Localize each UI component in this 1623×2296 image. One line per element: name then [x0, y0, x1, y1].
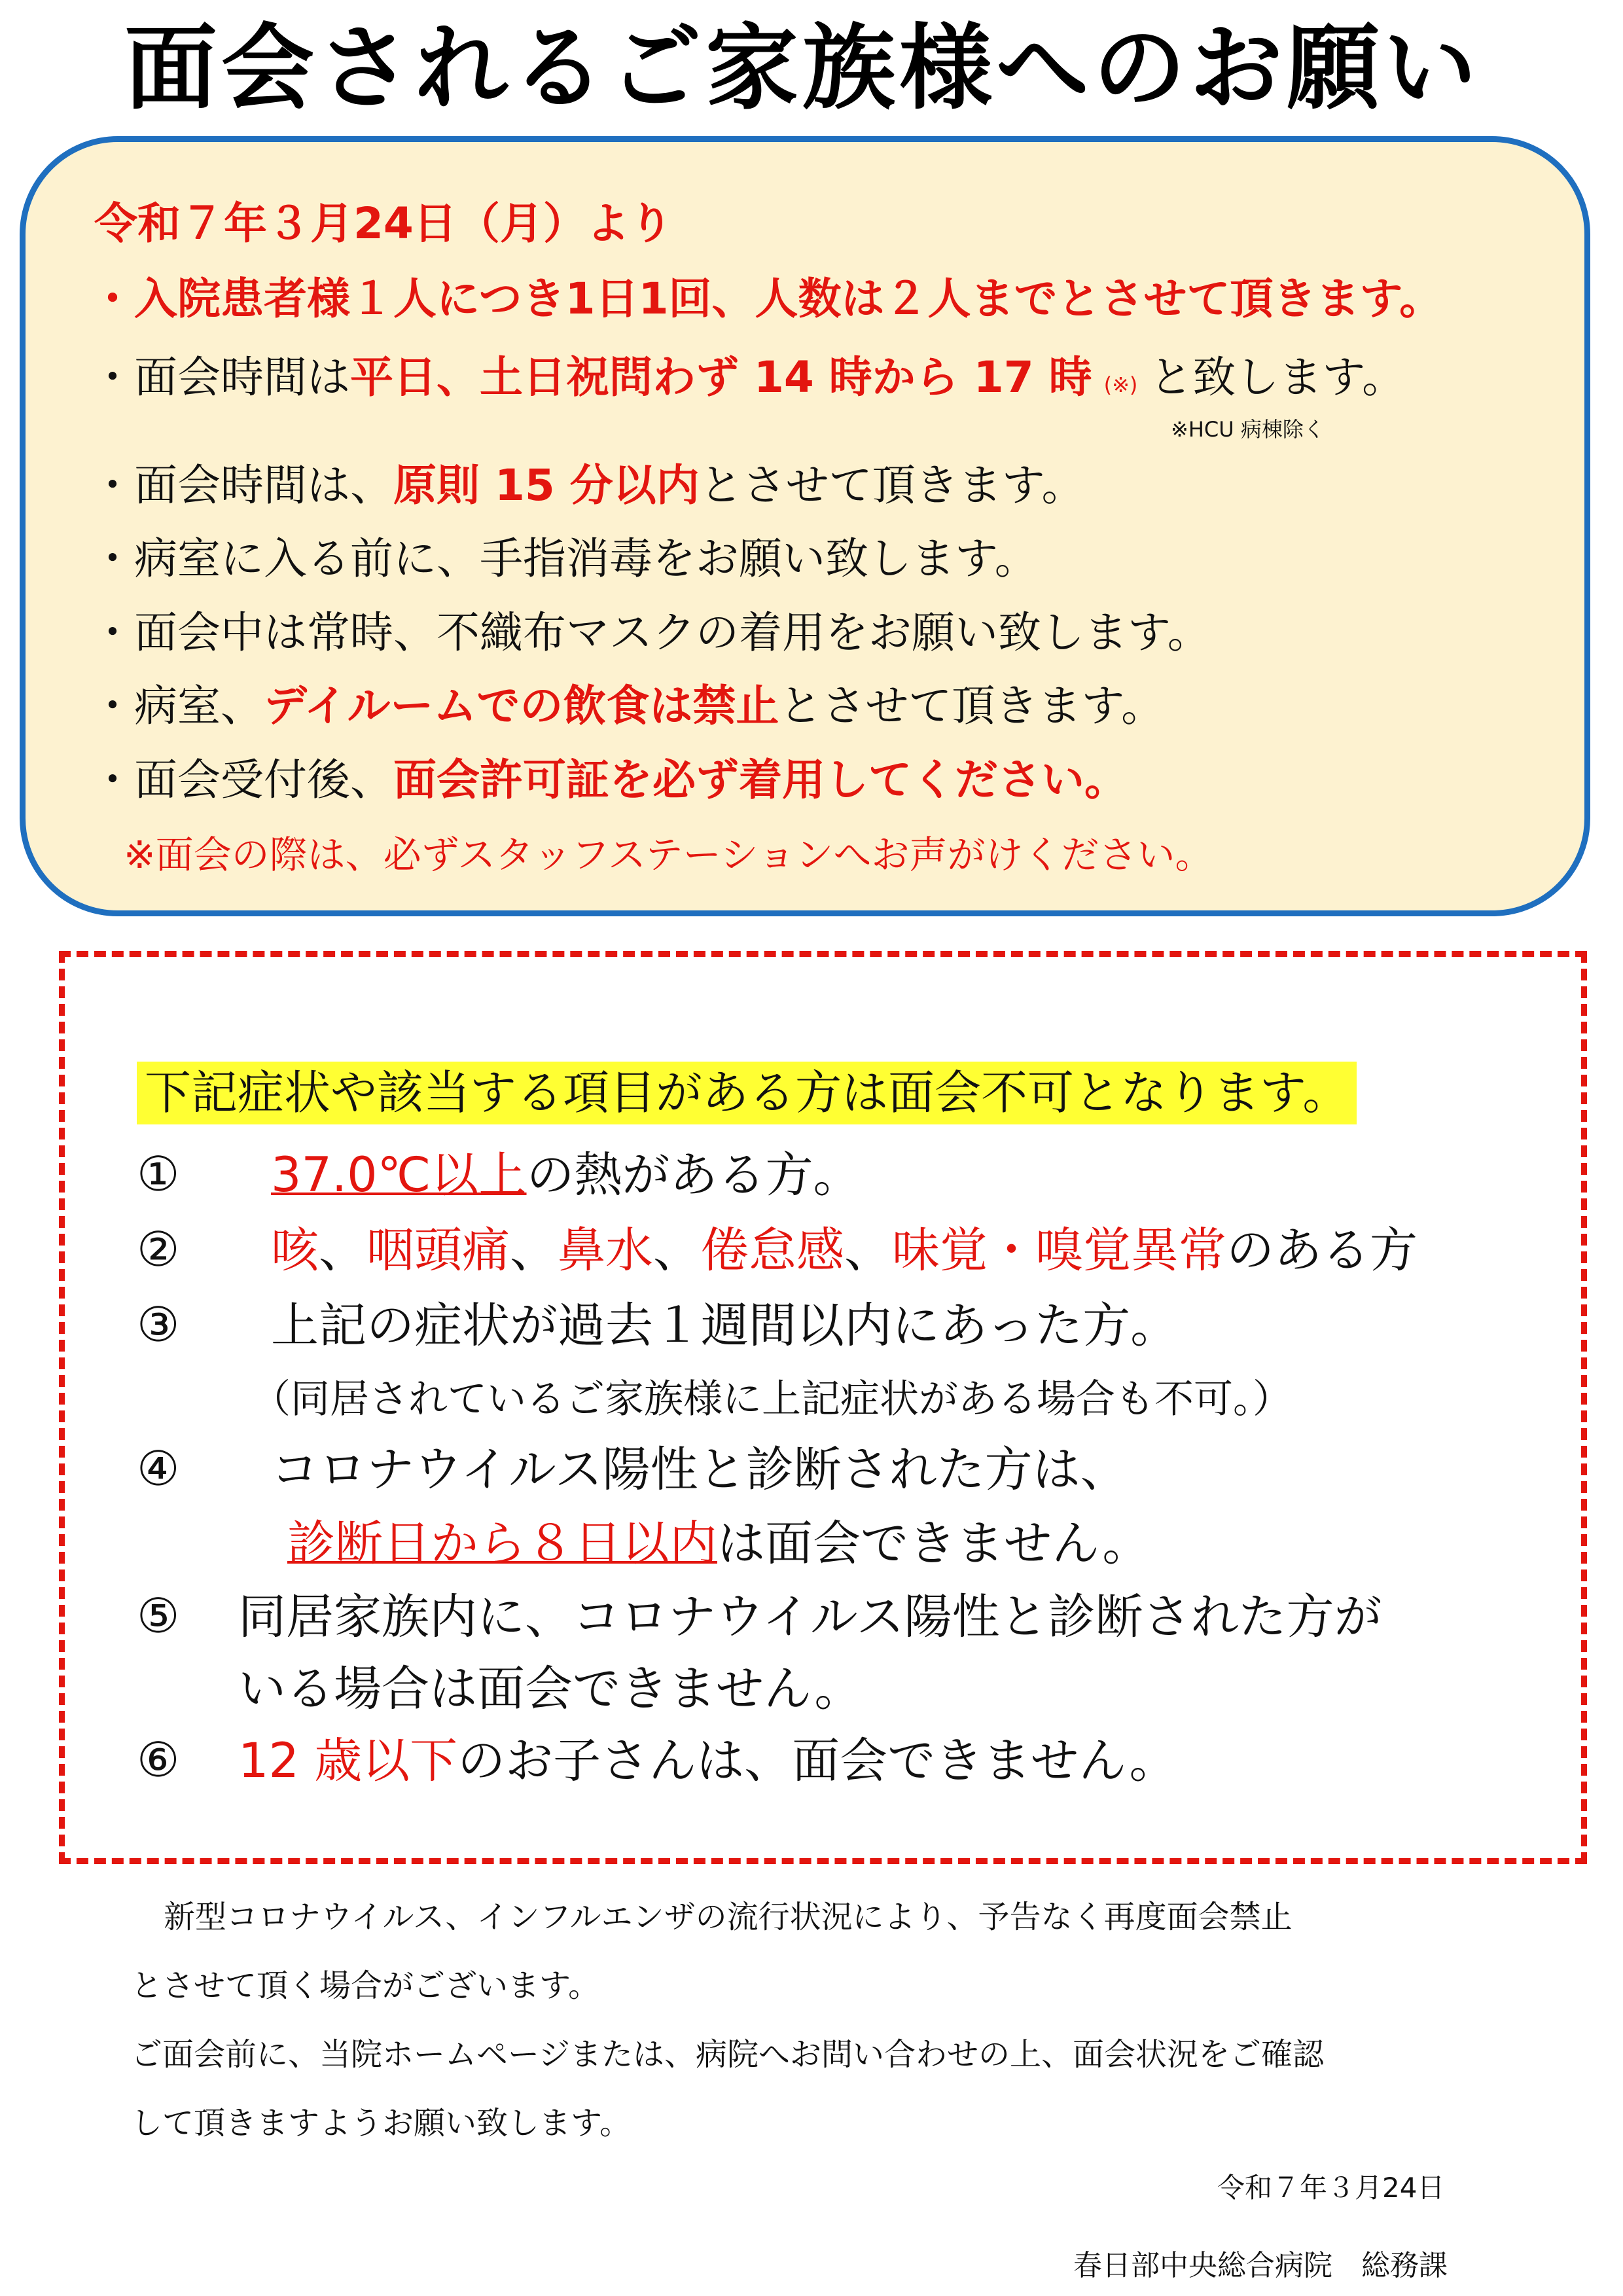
- rule-number: ①: [137, 1147, 180, 1202]
- rule-past-week: 上記の症状が過去１週間以内にあった方。: [271, 1298, 1179, 1354]
- permit-highlight: 面会許可証を必ず着用してください。: [393, 755, 1128, 805]
- covid-period-highlight: 診断日から８日以内: [287, 1516, 717, 1571]
- footnote-mark: (※): [1103, 372, 1138, 397]
- duration-highlight: 原則 15 分以内: [393, 460, 700, 511]
- notice-item-duration: [91, 459, 1085, 511]
- notice-item-mask: [91, 607, 1211, 658]
- separator: 、: [510, 1223, 558, 1278]
- bullet: ・: [91, 755, 134, 805]
- footer-paragraph-line: ご面会前に、当院ホームページまたは、病院へお問い合わせの上、面会状況をご確認: [131, 2036, 1325, 2073]
- symptom-fatigue: 倦怠感: [701, 1223, 844, 1278]
- bullet: ・: [91, 274, 134, 324]
- restrictions-heading: 下記症状や該当する項目がある方は面会不可となります。: [137, 1062, 1357, 1124]
- symptom-sore-throat: 咽頭痛: [366, 1223, 510, 1278]
- bullet: ・: [91, 681, 134, 731]
- disinfect-text: 病室に入る前に、手指消毒をお願い致します。: [134, 533, 1038, 584]
- issue-date: 令和７年３月24日: [1217, 2172, 1445, 2204]
- rule-number: ⑥: [137, 1732, 180, 1788]
- effective-date: 令和７年３月24日（月）より: [94, 198, 673, 249]
- notice-item-hours: [91, 351, 1405, 403]
- symptoms-suffix: のある方: [1226, 1223, 1418, 1278]
- separator: 、: [844, 1223, 892, 1278]
- staff-station-note: ※面会の際は、必ずスタッフステーションへお声がけください。: [124, 833, 1213, 877]
- duration-prefix: 面会時間は、: [134, 460, 393, 511]
- rule-household-covid: 同居家族内に、コロナウイルス陽性と診断された方が: [238, 1589, 1382, 1645]
- page-title: 面会されるご家族様へのお願い: [124, 14, 1480, 122]
- rule-symptoms: [271, 1222, 1418, 1280]
- hours-suffix: と致します。: [1149, 352, 1406, 403]
- bullet: ・: [91, 607, 134, 658]
- children-suffix: のお子さんは、面会できません。: [457, 1733, 1177, 1789]
- symptom-taste-smell: 味覚・嗅覚異常: [892, 1223, 1226, 1278]
- bullet: ・: [91, 352, 134, 403]
- rule-number: ②: [137, 1222, 180, 1278]
- rule-number: ③: [137, 1297, 180, 1353]
- mask-text: 面会中は常時、不織布マスクの着用をお願い致します。: [134, 607, 1211, 658]
- hours-prefix: 面会時間は: [134, 352, 350, 403]
- fever-threshold: 37.0℃以上: [271, 1147, 527, 1203]
- rule-fever: [271, 1147, 861, 1204]
- hours-highlight: 平日、土日祝問わず 14 時から 17 時: [350, 352, 1092, 403]
- footer-paragraph-line: して頂きますようお願い致します。: [131, 2105, 632, 2142]
- age-limit: 12 歳以下: [238, 1733, 458, 1789]
- symptom-cough: 咳: [271, 1223, 319, 1278]
- visitor-limit-text: 入院患者様１人につき1日1回、人数は２人までとさせて頂きます。: [134, 274, 1443, 324]
- notice-box: [20, 136, 1590, 916]
- food-suffix: とさせて頂きます。: [779, 681, 1165, 731]
- bullet: ・: [91, 533, 134, 584]
- notice-item-visitors: [91, 273, 1442, 325]
- rule-covid-period: [287, 1515, 1150, 1573]
- hcu-note: ※HCU 病棟除く: [1171, 417, 1325, 442]
- covid-period-suffix: は面会できません。: [717, 1516, 1150, 1571]
- rule-number: ⑤: [137, 1588, 180, 1644]
- rule-children: [238, 1732, 1177, 1790]
- bullet: ・: [91, 460, 134, 511]
- separator: 、: [653, 1223, 701, 1278]
- fever-suffix: の熱がある方。: [526, 1147, 861, 1203]
- issuer: 春日部中央総合病院 総務課: [1073, 2249, 1448, 2282]
- restrictions-box: [59, 951, 1587, 1864]
- separator: 、: [319, 1223, 366, 1278]
- food-highlight: デイルームでの飲食は禁止: [264, 681, 779, 731]
- notice-item-permit: [91, 754, 1128, 806]
- rule-covid-positive: コロナウイルス陽性と診断された方は、: [271, 1442, 1128, 1498]
- duration-suffix: とさせて頂きます。: [699, 460, 1085, 511]
- footer-paragraph-line: 新型コロナウイルス、インフルエンザの流行状況により、予告なく再度面会禁止: [164, 1899, 1293, 1935]
- notice-item-disinfect: [91, 533, 1038, 584]
- food-prefix: 病室、: [134, 681, 264, 731]
- permit-prefix: 面会受付後、: [134, 755, 393, 805]
- rule-household-covid-cont: いる場合は面会できません。: [238, 1661, 863, 1717]
- rule-number: ④: [137, 1441, 180, 1497]
- notice-item-food: [91, 680, 1164, 732]
- symptom-runny-nose: 鼻水: [558, 1223, 653, 1278]
- footer-paragraph-line: とさせて頂く場合がございます。: [131, 1967, 600, 2004]
- rule-household-note: （同居されているご家族様に上記症状がある場合も不可。）: [251, 1376, 1292, 1422]
